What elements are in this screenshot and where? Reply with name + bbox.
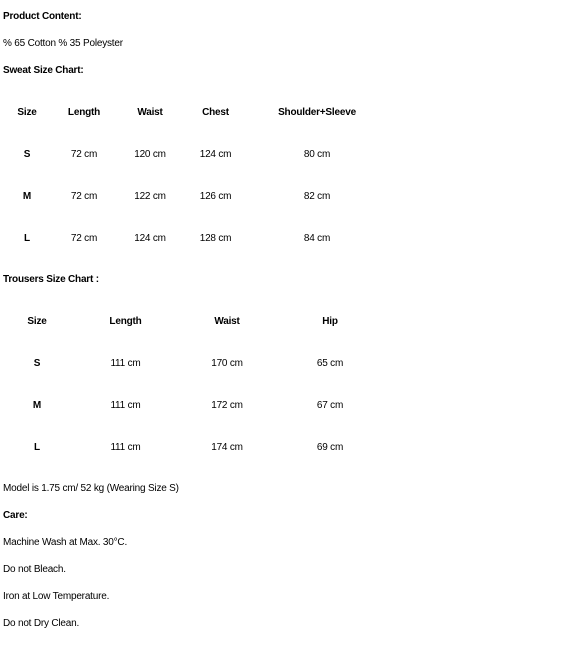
- column-header: Waist: [214, 315, 240, 327]
- care-heading: Care:: [3, 510, 28, 521]
- sweat-chart-heading: Sweat Size Chart:: [3, 65, 84, 76]
- table-cell: S: [33, 357, 41, 369]
- table-cell: 72 cm: [70, 232, 98, 244]
- table-header-row: [2, 91, 387, 133]
- table-row: [2, 133, 387, 175]
- column-header: Length: [67, 106, 101, 118]
- table-cell: 82 cm: [303, 190, 331, 202]
- table-cell: 67 cm: [316, 399, 344, 411]
- table-row: [2, 426, 385, 468]
- table-cell: S: [23, 148, 31, 160]
- model-info: Model is 1.75 cm/ 52 kg (Wearing Size S): [3, 483, 179, 494]
- table-cell: 80 cm: [303, 148, 331, 160]
- product-content-heading: Product Content:: [3, 11, 82, 22]
- care-item: Iron at Low Temperature.: [3, 591, 110, 602]
- table-cell: 124 cm: [199, 148, 232, 160]
- table-row: [2, 175, 387, 217]
- table-cell: L: [24, 232, 30, 244]
- care-item: Do not Dry Clean.: [3, 618, 80, 629]
- column-header: Size: [27, 315, 47, 327]
- table-cell: 72 cm: [70, 190, 98, 202]
- table-cell: 126 cm: [199, 190, 232, 202]
- table-cell: 65 cm: [316, 357, 344, 369]
- column-header: Length: [109, 315, 142, 327]
- table-cell: 120 cm: [134, 148, 166, 160]
- table-row: [2, 384, 385, 426]
- care-item: Do not Bleach.: [3, 564, 66, 575]
- table-header-row: [2, 300, 385, 342]
- table-cell: M: [32, 399, 42, 411]
- trousers-size-table: [2, 300, 385, 468]
- table-cell: 84 cm: [303, 232, 331, 244]
- table-cell: 111 cm: [110, 441, 141, 453]
- table-row: [2, 342, 385, 384]
- sweat-size-table: [2, 91, 387, 259]
- care-item: Machine Wash at Max. 30°C.: [3, 537, 128, 548]
- table-cell: 111 cm: [110, 399, 141, 411]
- trousers-chart-heading: Trousers Size Chart :: [3, 274, 99, 285]
- table-cell: 170 cm: [211, 357, 243, 369]
- table-cell: 69 cm: [316, 441, 344, 453]
- column-header: Shoulder+Sleeve: [278, 106, 356, 118]
- table-cell: 72 cm: [70, 148, 98, 160]
- table-cell: 174 cm: [211, 441, 243, 453]
- column-header: Chest: [202, 106, 229, 118]
- table-row: [2, 217, 387, 259]
- table-cell: M: [22, 190, 32, 202]
- column-header: Size: [17, 106, 37, 118]
- table-cell: 172 cm: [211, 399, 243, 411]
- product-content-text: % 65 Cotton % 35 Poleyster: [3, 38, 123, 49]
- table-cell: 111 cm: [110, 357, 141, 369]
- column-header: Hip: [322, 315, 338, 327]
- table-cell: 124 cm: [134, 232, 166, 244]
- column-header: Waist: [137, 106, 163, 118]
- table-cell: L: [34, 441, 40, 453]
- table-cell: 128 cm: [199, 232, 232, 244]
- table-cell: 122 cm: [134, 190, 166, 202]
